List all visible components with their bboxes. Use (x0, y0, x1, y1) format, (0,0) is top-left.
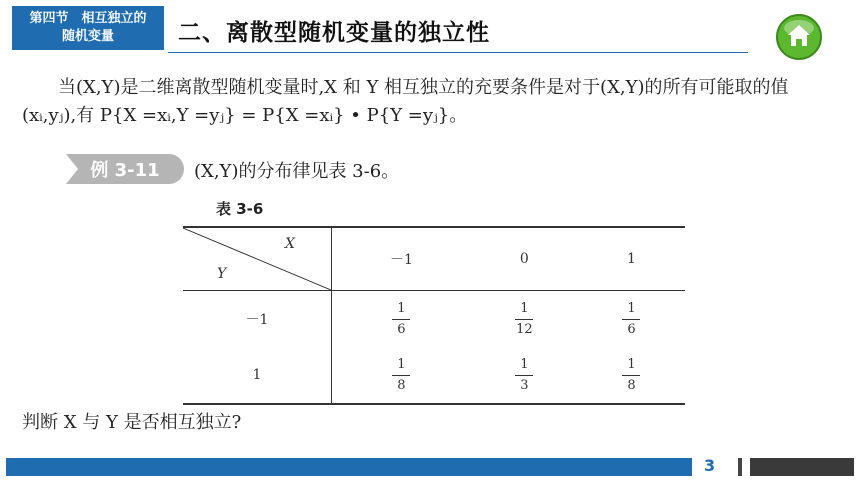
corner-y-label: Y (217, 266, 227, 282)
section-label-line2: 随机变量 (61, 29, 114, 44)
example-tag-label: 例 3-11 (90, 160, 160, 181)
table-cell (578, 347, 685, 404)
page-number: 3 (704, 456, 716, 475)
footer-bar (6, 458, 692, 476)
distribution-table (183, 226, 685, 405)
table-row (183, 347, 685, 404)
column-header: 0 (471, 227, 578, 291)
section-label-line1: 第四节 相互独立的 (29, 11, 147, 26)
definition-paragraph: 当(X,Y)是二维离散型随机变量时,X 和 Y 相互独立的充要条件是对于(X,Y)的所有可能取的值(xᵢ,yⱼ),有 P{X =xᵢ,Y =yⱼ} = P{X =xᵢ} • P{Y =yⱼ}。 (22, 77, 789, 126)
fraction (515, 357, 533, 394)
footer-divider (738, 458, 742, 476)
column-header: 1 (578, 227, 685, 291)
numerator: 1 (627, 357, 636, 372)
fraction (622, 357, 640, 394)
home-button[interactable] (774, 12, 824, 62)
table-cell (332, 347, 471, 404)
fraction (392, 357, 410, 394)
table-cell (471, 291, 578, 348)
fraction (392, 301, 410, 338)
section-badge (12, 6, 164, 50)
home-icon (774, 12, 824, 62)
table-corner-cell (183, 227, 332, 291)
example-tag (66, 154, 184, 184)
row-header: －1 (183, 291, 332, 348)
table-row (183, 291, 685, 348)
table-cell (332, 291, 471, 348)
question-text: 判断 X 与 Y 是否相互独立? (22, 412, 242, 433)
numerator: 1 (627, 301, 636, 316)
page-title: 二、离散型随机变量的独立性 (178, 20, 490, 46)
diagonal-line (183, 228, 331, 290)
denominator: 3 (520, 378, 529, 393)
title-underline (168, 52, 748, 53)
denominator: 8 (397, 378, 406, 393)
denominator: 12 (516, 322, 533, 337)
corner-x-label: X (285, 236, 295, 252)
denominator: 6 (627, 322, 636, 337)
footer-dark-block (750, 458, 854, 476)
denominator: 8 (627, 378, 636, 393)
table-caption: 表 3-6 (216, 200, 264, 218)
denominator: 6 (397, 322, 406, 337)
numerator: 1 (397, 357, 406, 372)
numerator: 1 (520, 357, 529, 372)
table-cell (578, 291, 685, 348)
example-text: (X,Y)的分布律见表 3-6。 (194, 161, 400, 182)
fraction (515, 301, 533, 338)
example-chevron-icon (66, 154, 78, 184)
table-cell (471, 347, 578, 404)
numerator: 1 (520, 301, 529, 316)
column-header: －1 (332, 227, 471, 291)
numerator: 1 (397, 301, 406, 316)
table-header-row (183, 227, 685, 291)
fraction (622, 301, 640, 338)
row-header: 1 (183, 347, 332, 404)
